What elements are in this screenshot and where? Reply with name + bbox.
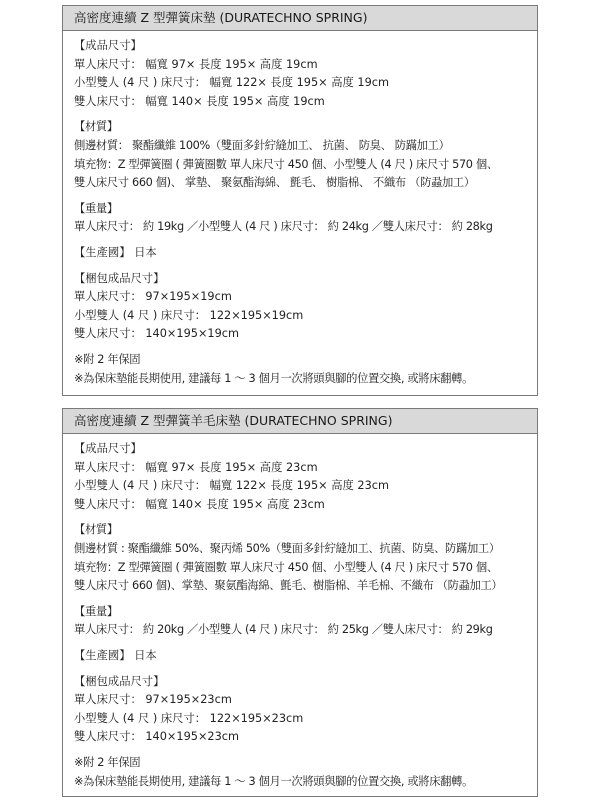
package-line: 小型雙人 (4 尺 ) 床尺寸： 122×195×19cm bbox=[74, 308, 304, 322]
weight-line: 單人床尺寸： 約 20kg ／小型雙人 (4 尺 ) 床尺寸： 約 25kg ／雙人床尺寸： 約 29kg bbox=[74, 623, 493, 637]
origin-line: 【生產國】 日本 bbox=[74, 245, 157, 259]
panel-title: 高密度連續 Z 型彈簧羊毛床墊 (DURATECHNO SPRING) bbox=[63, 409, 537, 434]
material-heading: 【材質】 bbox=[74, 523, 118, 537]
package-heading: 【梱包成品尺寸】 bbox=[74, 271, 165, 285]
weight-heading: 【重量】 bbox=[74, 604, 118, 618]
size-line: 小型雙人 (4 尺 ) 床尺寸： 幅寬 122× 長度 195× 高度 23cm bbox=[74, 479, 390, 493]
material-line: 雙人床尺寸 660 個)、掌墊、聚氨酯海綿、氈毛、樹脂棉、羊毛棉、不織布 （防蝨加工） bbox=[74, 579, 503, 593]
origin-section bbox=[74, 647, 527, 666]
weight-line: 單人床尺寸： 約 19kg ／小型雙人 (4 尺 ) 床尺寸： 約 24kg ／雙人床尺寸： 約 28kg bbox=[74, 220, 493, 234]
material-line: 填充物：Z 型彈簧圈 ( 彈簧圈數 單人床尺寸 450 個、小型雙人 (4 尺 ) 床尺寸 570 個、 bbox=[74, 157, 498, 171]
size-section bbox=[74, 37, 527, 111]
package-section bbox=[74, 673, 527, 747]
package-line: 雙人床尺寸： 140×195×19cm bbox=[74, 327, 240, 341]
package-line: 小型雙人 (4 尺 ) 床尺寸： 122×195×23cm bbox=[74, 711, 304, 725]
material-section bbox=[74, 521, 527, 595]
package-line: 單人床尺寸： 97×195×19cm bbox=[74, 290, 232, 304]
material-line: 雙人床尺寸 660 個)、 掌墊、 聚氨酯海綿、 氈毛、 樹脂棉、 不織布 （防蝨加工） bbox=[74, 176, 475, 190]
panel-title: 高密度連續 Z 型彈簧床墊 (DURATECHNO SPRING) bbox=[63, 6, 537, 31]
package-section bbox=[74, 270, 527, 344]
size-line: 單人床尺寸： 幅寬 97× 長度 195× 高度 23cm bbox=[74, 460, 318, 474]
size-line: 雙人床尺寸： 幅寬 140× 長度 195× 高度 23cm bbox=[74, 497, 325, 511]
package-line: 雙人床尺寸： 140×195×23cm bbox=[74, 730, 240, 744]
notes-section bbox=[74, 754, 527, 791]
size-section bbox=[74, 440, 527, 514]
material-section bbox=[74, 118, 527, 192]
material-heading: 【材質】 bbox=[74, 120, 118, 134]
panel-body bbox=[63, 31, 537, 388]
material-line: 側邊材質： 聚酯纖維 100%（雙面多針紵縫加工、 抗菌、 防臭、 防蹣加工） bbox=[74, 138, 450, 152]
care-note: ※為保床墊能長期使用, 建議每 1 ～ 3 個月一次將頭與腳的位置交換, 或將床翻轉。 bbox=[74, 774, 474, 788]
warranty-note: ※附 2 年保固 bbox=[74, 755, 141, 769]
package-line: 單人床尺寸： 97×195×23cm bbox=[74, 693, 232, 707]
panel-body bbox=[63, 434, 537, 791]
care-note: ※為保床墊能長期使用, 建議每 1 ～ 3 個月一次將頭與腳的位置交換, 或將床翻轉。 bbox=[74, 371, 474, 385]
size-heading: 【成品尺寸】 bbox=[74, 39, 142, 52]
package-heading: 【梱包成品尺寸】 bbox=[74, 674, 165, 688]
weight-section bbox=[74, 603, 527, 640]
weight-section bbox=[74, 200, 527, 237]
origin-line: 【生產國】 日本 bbox=[74, 648, 157, 662]
weight-heading: 【重量】 bbox=[74, 201, 118, 215]
size-heading: 【成品尺寸】 bbox=[74, 442, 142, 455]
origin-section bbox=[74, 244, 527, 263]
material-line: 側邊材質 : 聚酯纖維 50%、聚丙烯 50%（雙面多針紵縫加工、抗菌、防臭、防蹣加工） bbox=[74, 541, 500, 555]
product-spec-panel-wool bbox=[62, 408, 538, 797]
notes-section bbox=[74, 351, 527, 388]
product-spec-panel-spring bbox=[62, 5, 538, 396]
material-line: 填充物：Z 型彈簧圈 ( 彈簧圈數 單人床尺寸 450 個、小型雙人 (4 尺 ) 床尺寸 570 個、 bbox=[74, 560, 498, 574]
warranty-note: ※附 2 年保固 bbox=[74, 352, 141, 366]
size-line: 雙人床尺寸： 幅寬 140× 長度 195× 高度 19cm bbox=[74, 94, 325, 108]
size-line: 單人床尺寸： 幅寬 97× 長度 195× 高度 19cm bbox=[74, 57, 318, 71]
size-line: 小型雙人 (4 尺 ) 床尺寸： 幅寬 122× 長度 195× 高度 19cm bbox=[74, 76, 390, 90]
